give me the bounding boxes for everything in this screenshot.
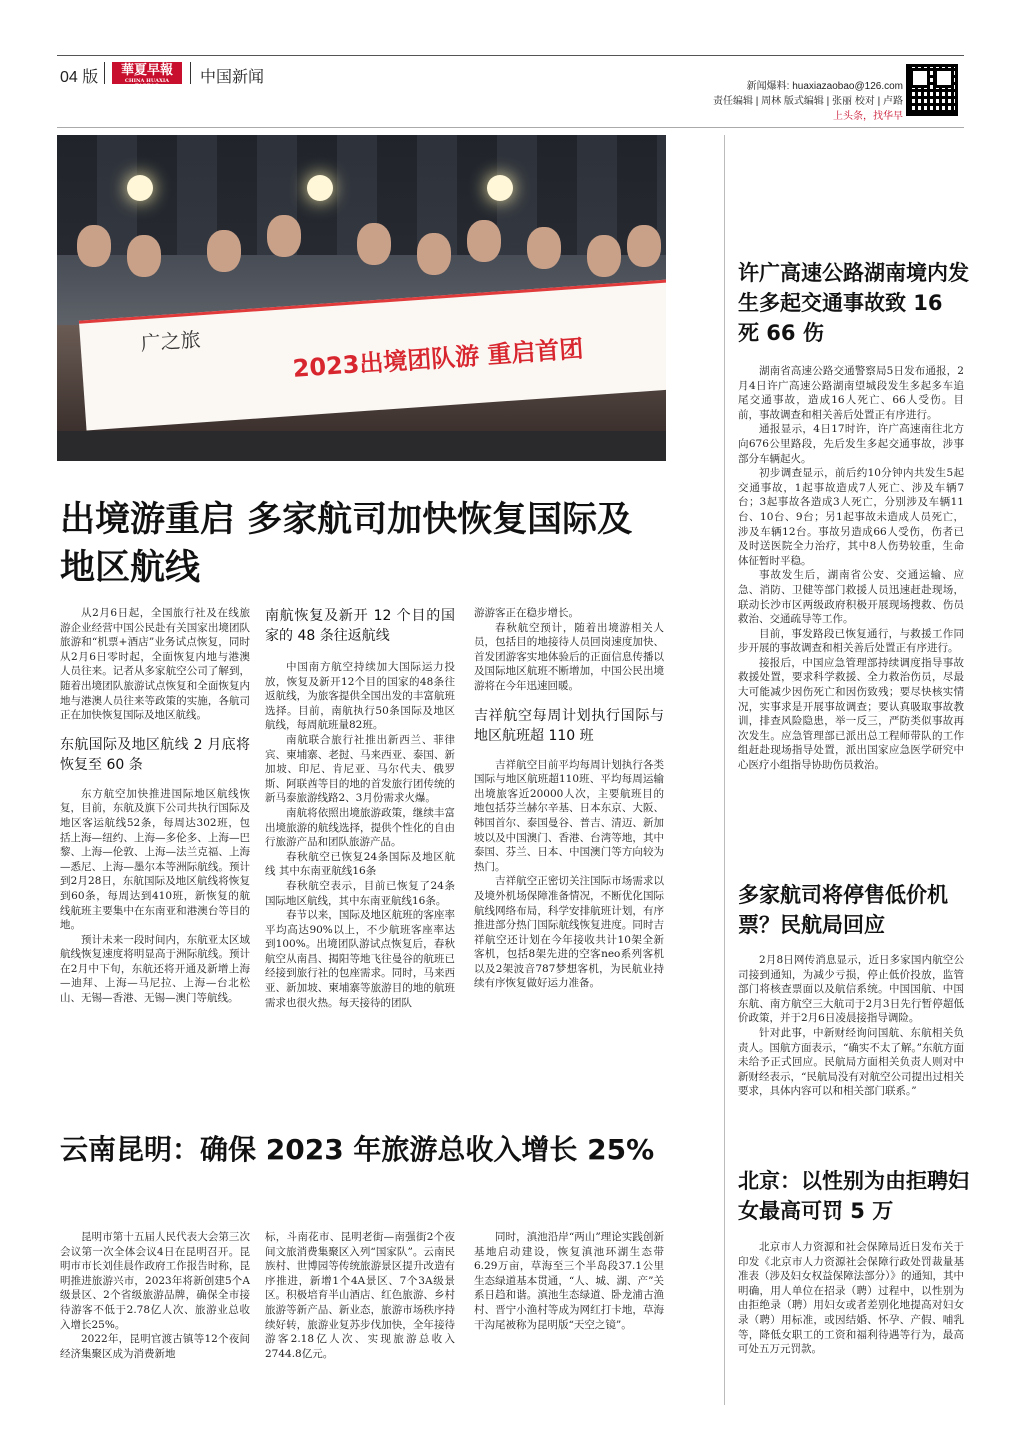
photo-person <box>527 227 561 269</box>
beijing-body: 北京市人力资源和社会保障局近日发布关于印发《北京市人力资源社会保障行政处罚裁量基准表（涉及妇女权益保障法部分）》的通知，其中明确，用人单位在招录（聘）过程中，以性别为由拒绝录（聘）用妇女或者差别化地提高对妇女录（聘）用标准，或因结婚、怀孕、产假、哺乳等，降低女职工的工资和福利待遇等行为，最高可处五万元罚款。 <box>738 1241 964 1356</box>
main-article-col3: 游游客正在稳步增长。 春秋航空预计，随着出境游相关人员，包括目的地接待人员回岗速度加快、首发团游客实地体验后的正面信息传播以及国际地区航班不断增加，中国公民出境游将在今年迅速回暖。 吉祥航空每周计划执行国际与地区航班超 110 班 吉祥航空目前平均每周计划执行各类国际与地区航班超110班、平均每周运输出境旅客近20000人次，主要航班目的地包括芬兰赫尔辛基、日本东京、大阪、韩国首尔、泰国曼谷、普吉、清迈、新加坡以及中国澳门、香港、台湾等地，其中泰国、芬兰、日本、中国澳门等方向较为热门。 吉祥航空正密切关注国际市场需求以及境外机场保障准备情况，不断优化国际航线网络布局，科学安排航班计划，有序推进部分热门国际航线恢复进度。同时吉祥航空还计划在今年接收共计10架全新客机，包括8架先进的空客neo系列客机以及2架波音787梦想客机，为民航业持续有序恢复做好运力准备。 <box>474 607 664 990</box>
header-contact <box>713 79 903 124</box>
subhead-eastern: 东航国际及地区航线 2 月底将恢复至 60 条 <box>60 736 250 773</box>
banner-logo: 广之旅 <box>139 327 202 356</box>
photo-person <box>467 220 501 262</box>
photo-person <box>627 225 661 267</box>
photo-floor <box>57 431 666 461</box>
header-bottom-rule <box>57 127 964 128</box>
photo-person <box>417 233 451 275</box>
kunming-col2: 标，斗南花市、昆明老街—南强街2个夜间文旅消费集聚区入列“国家队”。云南民族村、世博园等传统旅游景区提升改造有序推进，新增1个4A景区、7个3A级景区。积极培育半山酒店、红色旅游、乡村旅游等新产品、新业态，旅游市场秩序持续好转，旅游业复苏步伐加快，全年接待游客2.18亿人次、实现旅游总收入2744.8亿元。 <box>265 1231 455 1360</box>
accident-headline: 许广高速公路湖南境内发生多起交通事故致 16 死 66 伤 <box>738 261 969 345</box>
kunming-headline: 云南昆明：确保 2023 年旅游总收入增长 25% <box>60 1133 655 1166</box>
main-headline: 出境游重启 多家航司加快恢复国际及地区航线 <box>60 500 633 588</box>
subhead-juneyao: 吉祥航空每周计划执行国际与地区航班超 110 班 <box>474 707 664 744</box>
slogan: 上头条，找华早 <box>833 111 903 122</box>
page-number: 04 版 <box>60 69 99 86</box>
kunming-col3: 同时，滇池沿岸“两山”理论实践创新基地启动建设，恢复滇池环湖生态带6.29万亩，草海至三个半岛段37.1公里生态绿道基本贯通，“人、城、湖、产”关系日趋和谐。滇池生态绿道、卧龙浦古渔村、晋宁小渔村等成为网红打卡地，草海干沟尾被称为昆明版“天空之镜”。 <box>474 1231 664 1331</box>
contact-line: 新闻爆料: huaxiazaobao@126.com <box>746 81 903 92</box>
header-divider <box>190 62 191 84</box>
banner-text: 2023出境团队游 重启首团 <box>291 334 585 383</box>
subhead-southern: 南航恢复及新开 12 个目的国家的 48 条往返航线 <box>265 608 455 644</box>
header-top-rule <box>57 55 964 56</box>
accident-body: 湖南省高速公路交通警察局5日发布通报，2月4日许广高速公路湖南望城段发生多起多车追尾交通事故，造成16人死亡、66人受伤。目前，事故调查和相关善后处置正有序进行。 通报显示，4日17时许，许广高速南往北方向676公里路段，先后发生多起交通事故，涉事部分车辆起火。 初步调查显示，前后约10分钟内共发生5起交通事故，1起事故造成7人死亡、涉及车辆7台；3起事故各造成3人死亡，分别涉及车辆11台、10台、9台；另1起事故未造成人员死亡，涉及车辆12台。事故另造成66人受伤，伤者已及时送医院全力治疗，其中8人伤势较重，生命体征暂时平稳。 事故发生后，湖南省公安、交通运输、应急、消防、卫健等部门救援人员迅速赶赴现场，联动长沙市区两级政府积极开展现场搜救、伤员救治、交通疏导等工作。 目前，事发路段已恢复通行，与救援工作同步开展的事故调查和相关善后处置正有序进行。 接报后，中国应急管理部持续调度指导事故救援处置，要求科学救援、全力救治伤员，尽最大可能减少因伤死亡和因伤致残；要尽快核实情况，实事求是开展事故调查；要认真吸取事故教训，排查风险隐患，举一反三，严防类似事故再次发生。应急管理部已派出总工程师带队的工作组赶赴现场指导处置，派出国家应急医学研究中心医疗小组指导协助伤员救治。 <box>738 365 964 772</box>
tickets-headline: 多家航司将停售低价机票？民航局回应 <box>738 883 948 937</box>
column-rule <box>724 135 725 1405</box>
header-divider <box>104 62 105 84</box>
photo-person <box>357 223 391 265</box>
tour-group-photo <box>57 135 666 461</box>
photo-person <box>267 215 301 257</box>
photo-person <box>127 235 161 277</box>
kunming-col1: 昆明市第十五届人民代表大会第三次会议第一次全体会议4日在昆明召开。昆明市市长刘佳晨作政府工作报告时称，昆明推进旅游兴市，2023年将新创建5个A级景区、2个省级旅游品牌，确保全市接待游客不低于2.78亿人次、旅游业总收入增长25%。 2022年，昆明官渡古镇等12个夜间经济集聚区成为消费新地 <box>60 1231 250 1360</box>
beijing-headline: 北京：以性别为由拒聘妇女最高可罚 5 万 <box>738 1169 969 1223</box>
section-name: 中国新闻 <box>200 69 265 86</box>
editors-line: 责任编辑 | 周林 版式编辑 | 张丽 校对 | 卢路 <box>712 96 903 107</box>
newspaper-logo: 華夏早報 CHINA HUAXIA ZAOBAO <box>112 62 182 84</box>
photo-light <box>127 175 153 201</box>
photo-person <box>77 225 111 267</box>
photo-light <box>487 175 513 201</box>
tickets-body: 2月8日网传消息显示，近日多家国内航空公司接到通知，为减少亏损，停止低价投放，监管部门将核查票面以及航信系统。中国国航、中国东航、南方航空三大航司于2月3日先行暂停超低价政策，并于2月6日凌晨接指导调险。 针对此事，中新财经询问国航、东航相关负责人。国航方面表示，“确实不太了解。”东航方面未给予正式回应。民航局方面相关负责人则对中新财经表示，“民航局没有对航空公司提出过相关要求，具体内容可以和相关部门联系。” <box>738 954 964 1098</box>
photo-light <box>307 175 333 201</box>
main-article-col1: 从2月6日起，全国旅行社及在线旅游企业经营中国公民赴有关国家出境团队旅游和“机票+酒店”业务试点恢复，同时从2月6日零时起，全面恢复内地与港澳人员往来。记者从多家航空公司了解到，随着出境团队旅游试点恢复和全面恢复内地与港澳人员往来等政策的实施，各航司正在加快恢复国际及地区航线。 东航国际及地区航线 2 月底将恢复至 60 条 东方航空加快推进国际地区航线恢复，目前，东航及旗下公司共执行国际及地区客运航线52条，每周达302班，包括上海—纽约、上海—多伦多、上海—巴黎、上海—伦敦、上海—法兰克福、上海—悉尼、上海—墨尔本等洲际航线。预计到2月28日，东航国际及地区航线将恢复到60条，每周达到410班，新恢复的航线航班主要集中在东南亚和港澳台等目的地。 预计未来一段时间内，东航亚太区域航线恢复速度将明显高于洲际航线。预计在2月中下旬，东航还将开通及新增上海—迪拜、上海—马尼拉、上海—台北松山、无锡—香港、无锡—澳门等航线。 <box>60 607 250 1005</box>
photo-person <box>587 235 621 277</box>
main-article-col2: 南航恢复及新开 12 个目的国家的 48 条往返航线 中国南方航空持续加大国际运力投放，恢复及新开12个目的国家的48条往返航线，为旅客提供全国出发的丰富航班选择。目前，南航执行50条国际及地区航线，每周航班量82班。 南航联合旅行社推出新西兰、菲律宾、柬埔寨、老挝、马来西亚、泰国、新加坡、印尼、肯尼亚、马尔代夫、俄罗斯、阿联酋等目的地的首发旅行团传统的新马泰旅游线路2、3月份需求火爆。 南航将依照出境旅游政策，继续丰富出境旅游的航线选择，提供个性化的自由行旅游产品和团队旅游产品。 春秋航空已恢复24条国际及地区航线 其中东南亚航线16条 春秋航空表示，目前已恢复了24条国际地区航线，其中东南亚航线16条。 春节以来，国际及地区航班的客座率平均高达90%以上，不少航班客座率达到100%。出境团队游试点恢复后，春秋航空从南昌、揭阳等地飞往曼谷的航班已经接到旅行社的包座需求。同时，马来西亚、新加坡、柬埔寨等旅游目的地的航班需求也很火热。每天接待的团队 <box>265 608 455 1009</box>
photo-person <box>207 230 241 272</box>
qr-code-icon <box>906 64 958 116</box>
